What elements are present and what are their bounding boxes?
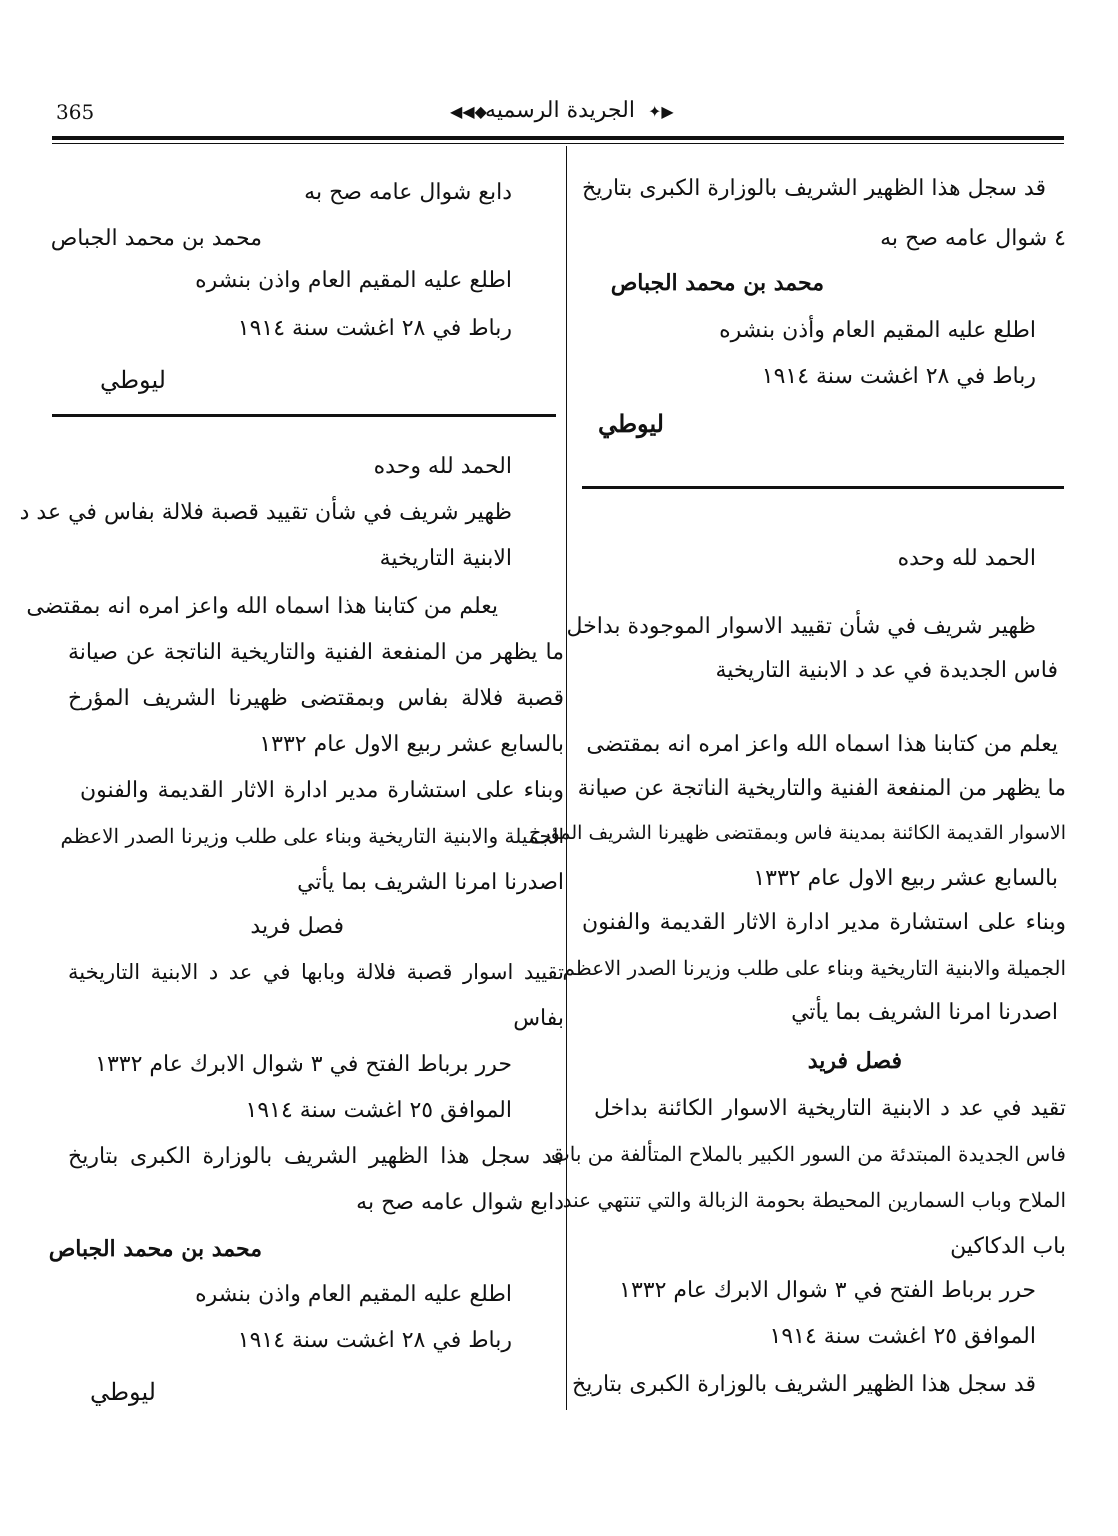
- signatory-name: محمد بن محمد الجباص: [48, 1236, 262, 1262]
- signatory-name: محمد بن محمد الجباص: [50, 226, 262, 251]
- body-line: اصدرنا امرنا الشريف بما يأتي: [791, 1000, 1058, 1025]
- body-line: بالسابع عشر ربيع الاول عام ١٣٣٢: [753, 866, 1058, 891]
- body-line: الجميلة والابنية التاريخية وبناء على طلب وزيرنا الصدر الاعظم: [60, 824, 564, 848]
- page-title: الجريدة الرسميه: [485, 98, 635, 123]
- corresponding-date: الموافق ٢٥ اغشت سنة ١٩١٤: [245, 1098, 512, 1123]
- body-line: يعلم من كتابنا هذا اسماه الله واعز امره انه بمقتضى: [26, 594, 498, 619]
- article-line: فاس الجديدة المبتدئة من السور الكبير بالملاح المتألفة من باب: [550, 1142, 1066, 1166]
- section-title: فصل فريد: [807, 1048, 902, 1074]
- decree-title: الابنية التاريخية: [379, 546, 512, 571]
- corresponding-date: الموافق ٢٥ اغشت سنة ١٩١٤: [769, 1324, 1036, 1349]
- registration-line: قد سجل هذا الظهير الشريف بالوزارة الكبرى بتاريخ: [68, 1144, 564, 1169]
- text-line: قد سجل هذا الظهير الشريف بالوزارة الكبرى بتاريخ: [582, 176, 1046, 201]
- approval-line: اطلع عليه المقيم العام واذن بنشره: [195, 1282, 512, 1307]
- body-line: الاسوار القديمة الكائنة بمدينة فاس وبمقتضى ظهيرنا الشريف المؤرخ: [529, 822, 1066, 844]
- invocation: الحمد لله وحده: [897, 546, 1036, 571]
- article-line: الملاح وباب السمارين المحيطة بحومة الزبالة والتي تنتهي عند: [562, 1188, 1066, 1212]
- section-separator: [582, 486, 1064, 489]
- section-separator: [52, 414, 556, 417]
- decree-title: ظهير شريف في شأن تقييد الاسوار الموجودة بداخل: [566, 614, 1036, 639]
- issued-line: حرر برباط الفتح في ٣ شوال الابرك عام ١٣٣٢: [95, 1052, 512, 1077]
- signature: ليوطي: [89, 1378, 156, 1406]
- body-line: بالسابع عشر ربيع الاول عام ١٣٣٢: [259, 732, 564, 757]
- article-line: تقييد اسوار قصبة فلالة وبابها في عد د الابنية التاريخية: [68, 960, 564, 984]
- issued-line: حرر برباط الفتح في ٣ شوال الابرك عام ١٣٣٢: [619, 1278, 1036, 1303]
- article-line: بفاس: [513, 1006, 564, 1031]
- text-line: دابع شوال عامه صح به: [304, 180, 512, 205]
- section-title: فصل فريد: [250, 914, 344, 939]
- body-line: يعلم من كتابنا هذا اسماه الله واعز امره انه بمقتضى: [586, 732, 1058, 757]
- date-line: رباط في ٢٨ اغشت سنة ١٩١٤: [237, 316, 512, 341]
- signature: ليوطي: [99, 366, 166, 394]
- article-line: باب الدكاكين: [950, 1234, 1066, 1259]
- ornament-right-icon: ✦▶: [648, 102, 674, 121]
- date-line: رباط في ٢٨ اغشت سنة ١٩١٤: [761, 364, 1036, 389]
- header-rule-thin: [52, 143, 1064, 144]
- body-line: وبناء على استشارة مدير ادارة الاثار القديمة والفنون: [80, 778, 564, 803]
- ornament-left-icon: ◀◀◆: [450, 102, 487, 121]
- decree-title: ظهير شريف في شأن تقييد قصبة فلالة بفاس في عد د: [19, 500, 512, 525]
- header-rule-thick: [52, 136, 1064, 140]
- date-line: رباط في ٢٨ اغشت سنة ١٩١٤: [237, 1328, 512, 1353]
- page-number: 365: [56, 100, 95, 124]
- body-line: وبناء على استشارة مدير ادارة الاثار القديمة والفنون: [582, 910, 1066, 935]
- body-line: ما يظهر من المنفعة الفنية والتاريخية الناتجة عن صيانة: [68, 640, 564, 665]
- body-line: ما يظهر من المنفعة الفنية والتاريخية الناتجة عن صيانة: [577, 776, 1066, 801]
- signature: ليوطي: [597, 409, 664, 438]
- body-line: اصدرنا امرنا الشريف بما يأتي: [297, 870, 564, 895]
- decree-title: فاس الجديدة في عد د الابنية التاريخية: [715, 658, 1058, 683]
- body-line: قصبة فلالة بفاس وبمقتضى ظهيرنا الشريف المؤرخ: [68, 686, 564, 711]
- date-line: دابع شوال عامه صح به: [356, 1190, 564, 1215]
- registration-line: قد سجل هذا الظهير الشريف بالوزارة الكبرى بتاريخ: [572, 1372, 1036, 1397]
- approval-line: اطلع عليه المقيم العام واذن بنشره: [195, 268, 512, 293]
- approval-line: اطلع عليه المقيم العام وأذن بنشره: [719, 318, 1036, 343]
- signatory-name: محمد بن محمد الجباص: [610, 270, 824, 296]
- invocation: الحمد لله وحده: [373, 454, 512, 479]
- text-line: ٤ شوال عامه صح به: [880, 226, 1066, 251]
- column-divider: [566, 146, 567, 1410]
- body-line: الجميلة والابنية التاريخية وبناء على طلب وزيرنا الصدر الاعظم: [562, 956, 1066, 980]
- article-line: تقيد في عد د الابنية التاريخية الاسوار الكائنة بداخل: [594, 1096, 1066, 1121]
